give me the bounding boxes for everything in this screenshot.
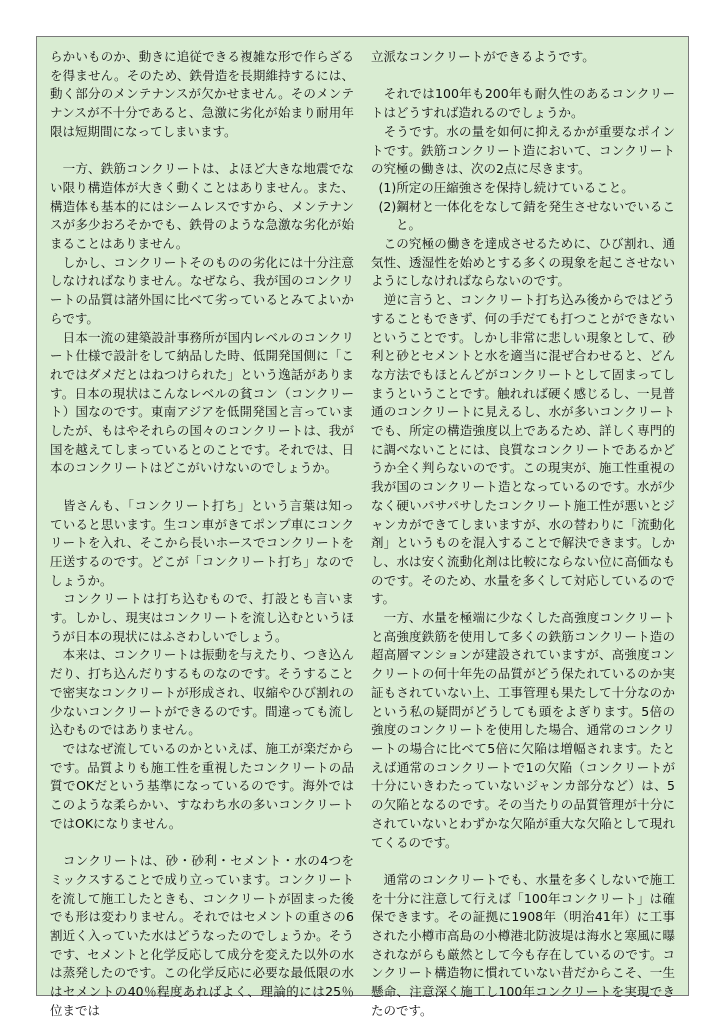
paragraph: 皆さんも、「コンクリート打ち」という言葉は知っていると思います。生コン車がきてポンプ車にコンクリートを入れ、そこから長いホースでコンクリートを圧送するのです。どこが「コンクリート打ち」なのでしょうか。 bbox=[50, 497, 354, 588]
paragraph: 本来は、コンクリートは振動を与えたり、つき込んだり、打ち込んだりするものなのです。そうすることで密実なコンクリートが形成され、収縮やひび割れの少ないコンクリートができるのです。間違っても流し込むものではありません。 bbox=[50, 647, 354, 738]
paragraph: ではなぜ流しているのかといえば、施工が楽だからです。品質よりも施工性を重視したコンクリートの品質でOKだという基準になっているのです。海外ではこのような柔らかい、すなわち水の多いコンクリートではOKになりません。 bbox=[50, 740, 354, 831]
paragraph: 日本一流の建築設計事務所が国内レベルのコンクリート仕様で設計をして納品した時、低開発国側に「これではダメだとはねつけられた」という逸話があります。日本の現状はこんなレベルの貧コン（コンクリート）国なのです。東南アジアを低開発国と言っていましたが、もはやそれらの国々のコンクリートは、我が国を越えてしまっているとのことです。それでは、日本のコンクリートはどこがいけないのでしょうか。 bbox=[50, 329, 354, 476]
document-page bbox=[36, 36, 689, 1018]
paragraph: そうです。水の量を如何に抑えるかが重要なポイントです。鉄筋コンクリート造において、コンクリートの究極の働きは、次の2点に尽きます。 bbox=[371, 123, 675, 177]
paragraph: 立派なコンクリートができるようです。 bbox=[371, 49, 595, 64]
numbered-item: (1)所定の圧縮強さを保持し続けていること。 bbox=[378, 179, 634, 195]
paragraph-gap bbox=[371, 67, 675, 86]
paragraph: この究極の働きを達成させるために、ひび割れ、通気性、透湿性を始めとする多くの現象を起こさせないようにしなければならないのです。 bbox=[371, 236, 675, 289]
paragraph-gap bbox=[50, 142, 354, 161]
paragraph: 一方、鉄筋コンクリートは、よほど大きな地震でない限り構造体が大きく動くことはありません。また、構造体も基本的にはシームレスですから、メンテナンスが多少おろそかでも、鉄骨のような急激な劣化が始まることはありません。 bbox=[50, 161, 354, 252]
paragraph: それでは100年も200年も耐久性のあるコンクリートはどうすれば造れるのでしょうか。 bbox=[371, 86, 675, 121]
paragraph: しかし、コンクリートそのものの劣化には十分注意しなければなりません。なぜなら、我が国のコンクリートの品質は諸外国に比べて劣っているとみてよいからです。 bbox=[50, 254, 354, 326]
numbered-item: (2)鋼材と一体化をなして錆を発生させないでいること。 bbox=[378, 198, 675, 233]
paragraph: コンクリートは、砂・砂利・セメント・水の4つをミックスすることで成り立っています。コンクリートを流して施工したときも、コンクリートが固まった後でも形は変わりません。それではセメントの重さの6割近く入っていた水はどうなったのでしょうか。そうです、セメントと化学反応して成分を変えた以外の水は蒸発したのです。この化学反応に必要な最低限の水はセメントの40％程度あればよく、理論的には25％位までは bbox=[50, 853, 354, 1018]
right-column bbox=[371, 48, 675, 1021]
paragraph: 通常のコンクリートでも、水量を多くしないで施工を十分に注意して行えば「100年コンクリート」は確保できます。その証拠に1908年（明治41年）に工事された小樽市高島の小樽港北防波堤は海水と寒風に曝されながらも厳然として今も存在しているのです。コンクリート構造物に慣れていない昔だからこそ、一生懸命、注意深く施工し100年コンクリートを実現できたのです。 bbox=[371, 871, 675, 1018]
paragraph: 逆に言うと、コンクリート打ち込み後からではどうすることもできず、何の手だても打つことができないということです。しかし非常に悲しい現象として、砂利と砂とセメントと水を適当に混ぜ合わせると、どんな方法でもほとんどがコンクリートとして固まってしまうということです。触れれば硬く感じるし、一見普通のコンクリートに見えるし、水が多いコンクリートでも、所定の構造強度以上であるため、詳しく専門的に調べないことには、良質なコンクリートであるかどうか全く判らないのです。この現実が、施工性重視の我が国のコンクリート造となっているのです。水が少なく硬いパサパサしたコンクリート施工性が悪いとジャンカができてしまいますが、水の替わりに「流動化剤」というものを混入することで解決できます。しかし、水は安く流動化剤は比較にならない位に高価なものです。そのため、水量を多くして対応しているのです。 bbox=[371, 292, 675, 607]
paragraph: 一方、水量を極端に少なくした高強度コンクリートと高強度鉄筋を使用して多くの鉄筋コンクリート造の超高層マンションが建設されていますが、高強度コンクリートの何十年先の品質がどう保たれているのか実証もされていない上、工事管理も果たして十分なのかという私の疑問がどうしても頭をよぎります。5倍の強度のコンクリートを使用した場合、通常のコンクリートの場合に比べて5倍に欠陥は増幅されます。たとえば通常のコンクリートで1の欠陥（コンクリートが十分にいきわたっていないジャンカ部分など）は、5の欠陥となるのです。その当たりの品質管理が十分にされていないとわずかな欠陥が重大な欠陥として現れてくるのです。 bbox=[371, 610, 675, 850]
paragraph-gap bbox=[50, 834, 354, 853]
paragraph-gap bbox=[371, 852, 675, 871]
paragraph: コンクリートは打ち込むもので、打設とも言います。しかし、現実はコンクリートを流し込むというほうが日本の現状にはふさわしいでしょう。 bbox=[50, 591, 354, 644]
paragraph: らかいものか、動きに追従できる複雑な形で作らざるを得ません。そのため、鉄骨造を長期維持するには、動く部分のメンテナンスが欠かせません。そのメンテナンスが不十分であると、急激に劣化が始まり耐用年限は短期間になってしまいます。 bbox=[50, 49, 354, 139]
paragraph-gap bbox=[50, 478, 354, 497]
left-column bbox=[50, 48, 354, 1021]
